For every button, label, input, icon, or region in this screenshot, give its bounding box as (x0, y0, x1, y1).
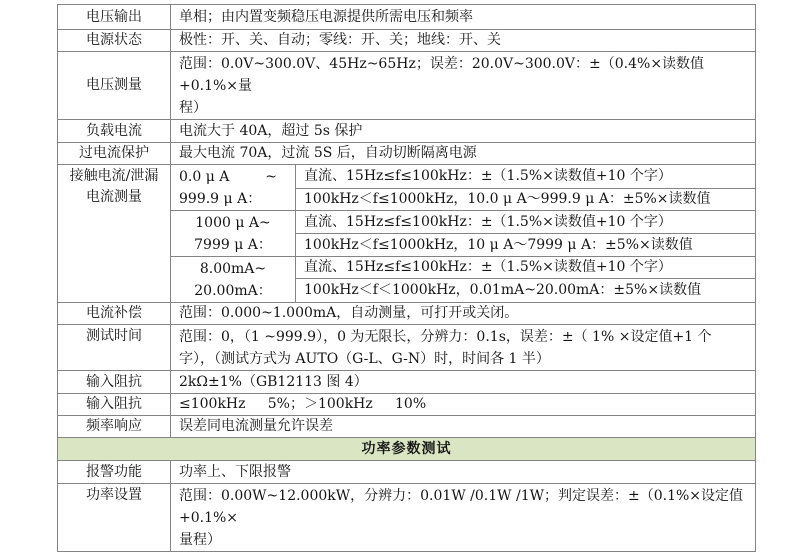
section-header: 功率参数测试 (58, 438, 756, 461)
row-label: 电压测量 (58, 52, 171, 120)
row-value: 2kΩ±1%（GB12113 图 4） (171, 371, 756, 394)
value-line: 字），（测试方式为 AUTO（G-L、G-N）时，时间各 1 半） (179, 351, 550, 367)
row-label: 电流补偿 (58, 303, 171, 325)
table-row (58, 52, 756, 120)
table-row (58, 143, 756, 165)
row-label: 电源状态 (58, 30, 171, 52)
row-value (171, 484, 756, 552)
table-row (58, 416, 756, 438)
row-label: 频率响应 (58, 416, 171, 438)
value-line: 程） (179, 100, 207, 116)
row-label: 报警功能 (58, 461, 171, 484)
value-line: 量程） (179, 532, 221, 548)
row-value (171, 52, 756, 120)
row-label: 测试时间 (58, 325, 171, 371)
row-value: 电流大于 40A，超过 5s 保护 (171, 120, 756, 143)
leakage-spec-cell: 100kHz＜f≤1000kHz，10 μ A～7999 μ A：±5%×读数值 (296, 234, 756, 257)
label-line: 接触电流/泄漏 (69, 168, 159, 184)
leakage-range-cell (171, 211, 296, 257)
row-label: 输入阻抗 (58, 371, 171, 394)
leakage-spec-cell: 直流、15Hz≤f≤100kHz：±（1.5%×读数值+10 个字） (296, 165, 756, 189)
table-row (58, 120, 756, 143)
row-value: 单相；由内置变频稳压电源提供所需电压和频率 (171, 5, 756, 30)
table-row (58, 5, 756, 30)
table-row (58, 461, 756, 484)
row-value: 误差同电流测量允许误差 (171, 416, 756, 438)
row-label: 负载电流 (58, 120, 171, 143)
spec-table (57, 4, 756, 552)
range-from: 1000 μ A~ (195, 215, 271, 231)
table-row (58, 371, 756, 394)
row-value: 功率上、下限报警 (171, 461, 756, 484)
row-value: 最大电流 70A，过流 5S 后，自动切断隔离电源 (171, 143, 756, 165)
table-row (58, 325, 756, 371)
table-row (58, 303, 756, 325)
range-from: 0.0 μ A (179, 169, 230, 185)
range-tilde: ~ (265, 169, 277, 185)
table-row (58, 30, 756, 52)
leakage-spec-cell: 直流、15Hz≤f≤100kHz：±（1.5%×读数值+10 个字） (296, 257, 756, 279)
row-label: 功率设置 (58, 484, 171, 552)
table-row (58, 394, 756, 416)
section-header-row (58, 438, 756, 461)
value-line: 范围：0.0V~300.0V、45Hz~65Hz；误差：20.0V~300.0V：±（0.4%×读数值+0.1%×量 (179, 56, 705, 94)
row-label: 输入阻抗 (58, 394, 171, 416)
row-value: 极性：开、关、自动；零线：开、关；地线：开、关 (171, 30, 756, 52)
leakage-range-cell (171, 165, 296, 211)
leakage-range-cell (171, 257, 296, 303)
range-to: 7999 μ A： (194, 237, 272, 253)
row-label (58, 165, 171, 303)
row-label: 过电流保护 (58, 143, 171, 165)
row-value (171, 325, 756, 371)
leakage-spec-cell: 100kHz＜f＜1000kHz，0.01mA~20.00mA：±5%×读数值 (296, 279, 756, 303)
row-value: ≤100kHz 5%；＞100kHz 10% (171, 394, 756, 416)
table-row (58, 165, 756, 189)
range-from: 8.00mA~ (199, 261, 267, 277)
label-line: 电流测量 (86, 189, 142, 205)
row-value: 范围：0.000~1.000mA，自动测量，可打开或关闭。 (171, 303, 756, 325)
leakage-spec-cell: 100kHz＜f≤1000kHz，10.0 μ A～999.9 μ A：±5%×读数值 (296, 188, 756, 211)
range-to: 20.00mA： (194, 283, 272, 299)
value-line: 范围：0.00W~12.000kW，分辨力：0.01W /0.1W /1W；判定误差：±（0.1%×设定值+0.1%× (179, 488, 744, 526)
value-line: 范围：0，（1 ~999.9），0 为无限长，分辨力：0.1s，误差：±（ 1% ×设定值+1 个 (179, 329, 712, 345)
table-row (58, 484, 756, 552)
range-to: 999.9 μ A： (179, 191, 262, 207)
leakage-spec-cell: 直流、15Hz≤f≤100kHz：±（1.5%×读数值+10 个字） (296, 211, 756, 234)
row-label: 电压输出 (58, 5, 171, 30)
